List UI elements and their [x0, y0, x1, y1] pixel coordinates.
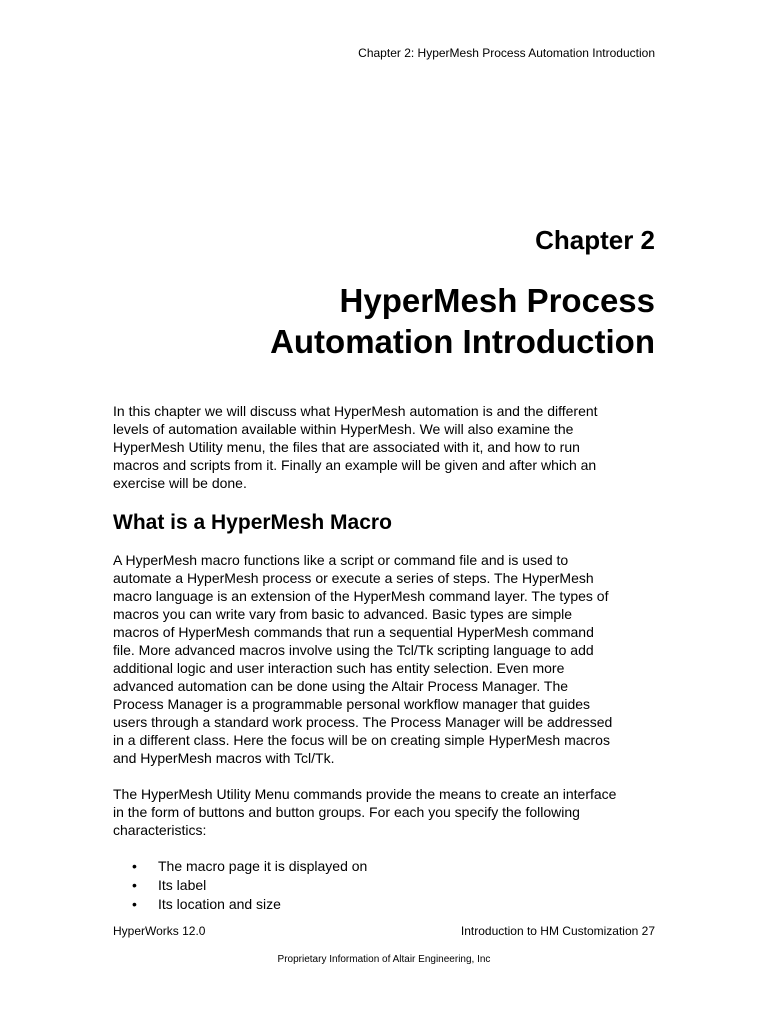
- running-header: Chapter 2: HyperMesh Process Automation Introduction: [358, 46, 655, 60]
- body-content: [113, 402, 658, 914]
- list-item: [113, 857, 658, 876]
- list-item-text: Its label: [158, 877, 207, 893]
- chapter-label: Chapter 2: [535, 225, 655, 255]
- chapter-title: [270, 280, 655, 362]
- footer-product: HyperWorks 12.0: [113, 924, 206, 938]
- list-item-text: Its location and size: [158, 896, 281, 912]
- proprietary-notice: Proprietary Information of Altair Engineering, Inc: [277, 954, 491, 965]
- utility-paragraph: The HyperMesh Utility Menu commands provide the means to create an interface in the form of buttons and button groups. For each you specify the following characteristics:: [113, 786, 617, 838]
- macro-paragraph: A HyperMesh macro functions like a script or command file and is used to automate a HyperMesh process or execute a series of steps. The HyperMesh macro language is an extension of the HyperMesh command layer. The types of macros you can write vary from basic to advanced. Basic types are simple macros of HyperMesh commands that run a sequential HyperMesh command file. More advanced macros involve using the Tcl/Tk scripting language to add additional logic and user interaction such has entity selection. Even more advanced automation can be done using the Altair Process Manager. The Process Manager is a programmable personal workflow manager that guides users through a standard work process. The Process Manager will be addressed in a different class. Here the focus will be on creating simple HyperMesh macros and HyperMesh macros with Tcl/Tk.: [113, 552, 613, 766]
- bullet-icon: •: [132, 858, 137, 874]
- characteristics-list: [113, 857, 658, 914]
- list-item-text: The macro page it is displayed on: [158, 858, 368, 874]
- list-item: [113, 876, 658, 895]
- section-heading: What is a HyperMesh Macro: [113, 511, 392, 534]
- bullet-icon: •: [132, 896, 137, 912]
- chapter-title-line-1: HyperMesh Process: [339, 282, 655, 319]
- bullet-icon: •: [132, 877, 137, 893]
- intro-paragraph: In this chapter we will discuss what HyperMesh automation is and the different levels of automation available within HyperMesh. We will also examine the HyperMesh Utility menu, the files that are associated with it, and how to run macros and scripts from it. Finally an example will be given and after which an exercise will be done.: [113, 403, 598, 491]
- chapter-title-line-2: Automation Introduction: [270, 323, 655, 360]
- list-item: [113, 895, 658, 914]
- footer-page-info: Introduction to HM Customization 27: [460, 924, 655, 938]
